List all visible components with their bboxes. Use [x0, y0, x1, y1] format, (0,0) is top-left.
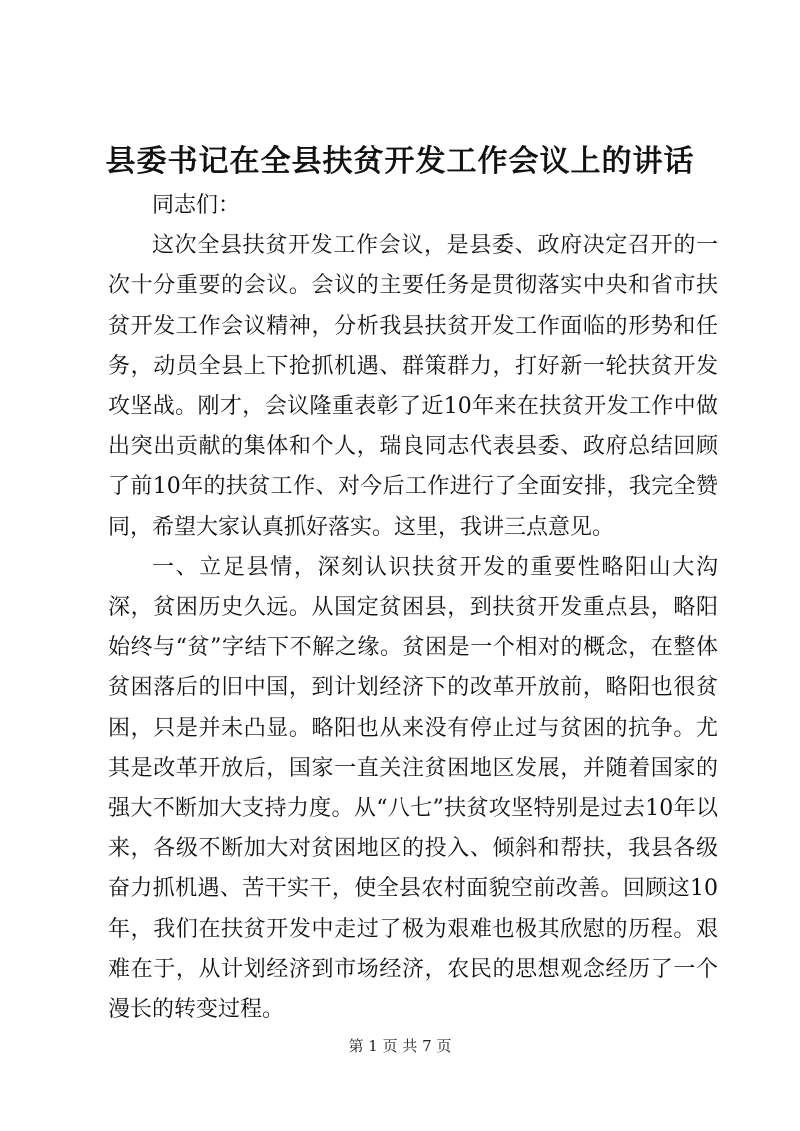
- document-title: 县委书记在全县扶贫开发工作会议上的讲话: [105, 144, 695, 179]
- page-footer: 第 1 页 共 7 页: [348, 1037, 452, 1055]
- salutation-paragraph: 同志们：: [152, 193, 241, 218]
- document-body: [108, 186, 718, 1030]
- intro-paragraph: 这次全县扶贫开发工作会议，是县委、政府决定召开的一次十分重要的会议。会议的主要任务是贯彻落实中央和省市扶贫开发工作会议精神，分析我县扶贫开发工作面临的形势和任务，动员全县上下抢抓机遇、群策群力，打好新一轮扶贫开发攻坚战。刚才，会议隆重表彰了近10年来在扶贫开发工作中做出突出贡献的集体和个人，瑞良同志代表县委、政府总结回顾了前10年的扶贫工作、对今后工作进行了全面安排，我完全赞同，希望大家认真抓好落实。这里，我讲三点意见。: [108, 233, 718, 540]
- section-one-paragraph: 一、立足县情，深刻认识扶贫开发的重要性略阳山大沟深，贫困历史久远。从国定贫困县，到扶贫开发重点县，略阳始终与“贫”字结下不解之缘。贫困是一个相对的概念，在整体贫困落后的旧中国，到计划经济下的改革开放前，略阳也很贫困，只是并未凸显。略阳也从来没有停止过与贫困的抗争。尤其是改革开放后，国家一直关注贫困地区发展，并随着国家的强大不断加大支持力度。从“八七”扶贫攻坚特别是过去10年以来，各级不断加大对贫困地区的投入、倾斜和帮扶，我县各级奋力抓机遇、苦干实干，使全县农村面貌空前改善。回顾这10年，我们在扶贫开发中走过了极为艰难也极其欣慰的历程。艰难在于，从计划经济到市场经济，农民的思想观念经历了一个漫长的转变过程。: [108, 554, 718, 1023]
